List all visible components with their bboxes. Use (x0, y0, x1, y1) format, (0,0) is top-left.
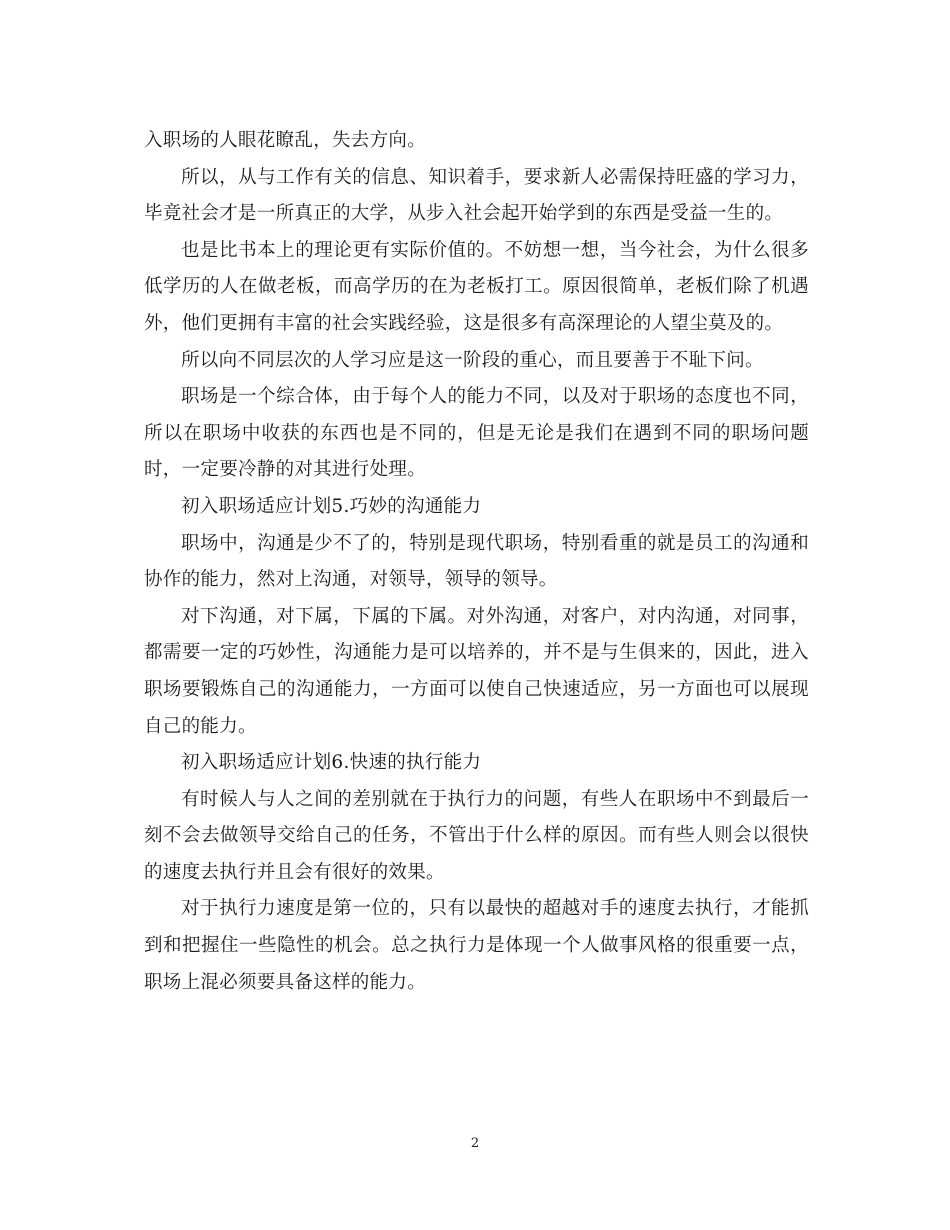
paragraph-communication-up: 职场中，沟通是少不了的，特别是现代职场，特别看重的就是员工的沟通和协作的能力，然对上沟通，对领导，领导的领导。 (144, 532, 809, 591)
paragraph-workplace-whole: 职场是一个综合体，由于每个人的能力不同，以及对于职场的态度也不同，所以在职场中收获的东西也是不同的，但是无论是我们在遇到不同的职场问题时，一定要冷静的对其进行处理。 (144, 386, 809, 481)
paragraph-communication-down: 对下沟通，对下属，下属的下属。对外沟通，对客户，对内沟通，对同事，都需要一定的巧妙性，沟通能力是可以培养的，并不是与生俱来的，因此，进入职场要锻炼自己的沟通能力，一方面可以使自己快速适应，另一方面也可以展现自己的能力。 (144, 605, 809, 737)
section-heading-execution: 初入职场适应计划6.快速的执行能力 (181, 752, 482, 774)
document-body (144, 123, 809, 1001)
page-number: 2 (470, 1136, 480, 1151)
paragraph-learn-from-others: 所以向不同层次的人学习应是这一阶段的重心，而且要善于不耻下问。 (181, 349, 764, 371)
paragraph-execution-difference: 有时候人与人之间的差别就在于执行力的问题，有些人在职场中不到最后一刻不会去做领导交给自己的任务，不管出于什么样的原因。而有些人则会以很快的速度去执行并且会有很好的效果。 (144, 788, 809, 883)
section-heading-communication: 初入职场适应计划5.巧妙的沟通能力 (181, 495, 482, 517)
paragraph-execution-speed: 对于执行力速度是第一位的，只有以最快的超越对手的速度去执行，才能抓到和把握住一些隐性的机会。总之执行力是体现一个人做事风格的很重要一点，职场上混必须要具备这样的能力。 (144, 898, 809, 993)
paragraph-learning-ability: 所以，从与工作有关的信息、知识着手，要求新人必需保持旺盛的学习力，毕竟社会才是一所真正的大学，从步入社会起开始学到的东西是受益一生的。 (144, 166, 809, 225)
paragraph-continuation: 入职场的人眼花瞭乱，失去方向。 (144, 130, 427, 151)
paragraph-practical-value: 也是比书本上的理论更有实际价值的。不妨想一想，当今社会，为什么很多低学历的人在做老板，而高学历的在为老板打工。原因很简单，老板们除了机遇外，他们更拥有丰富的社会实践经验，这是很多有高深理论的人望尘莫及的。 (144, 239, 809, 334)
